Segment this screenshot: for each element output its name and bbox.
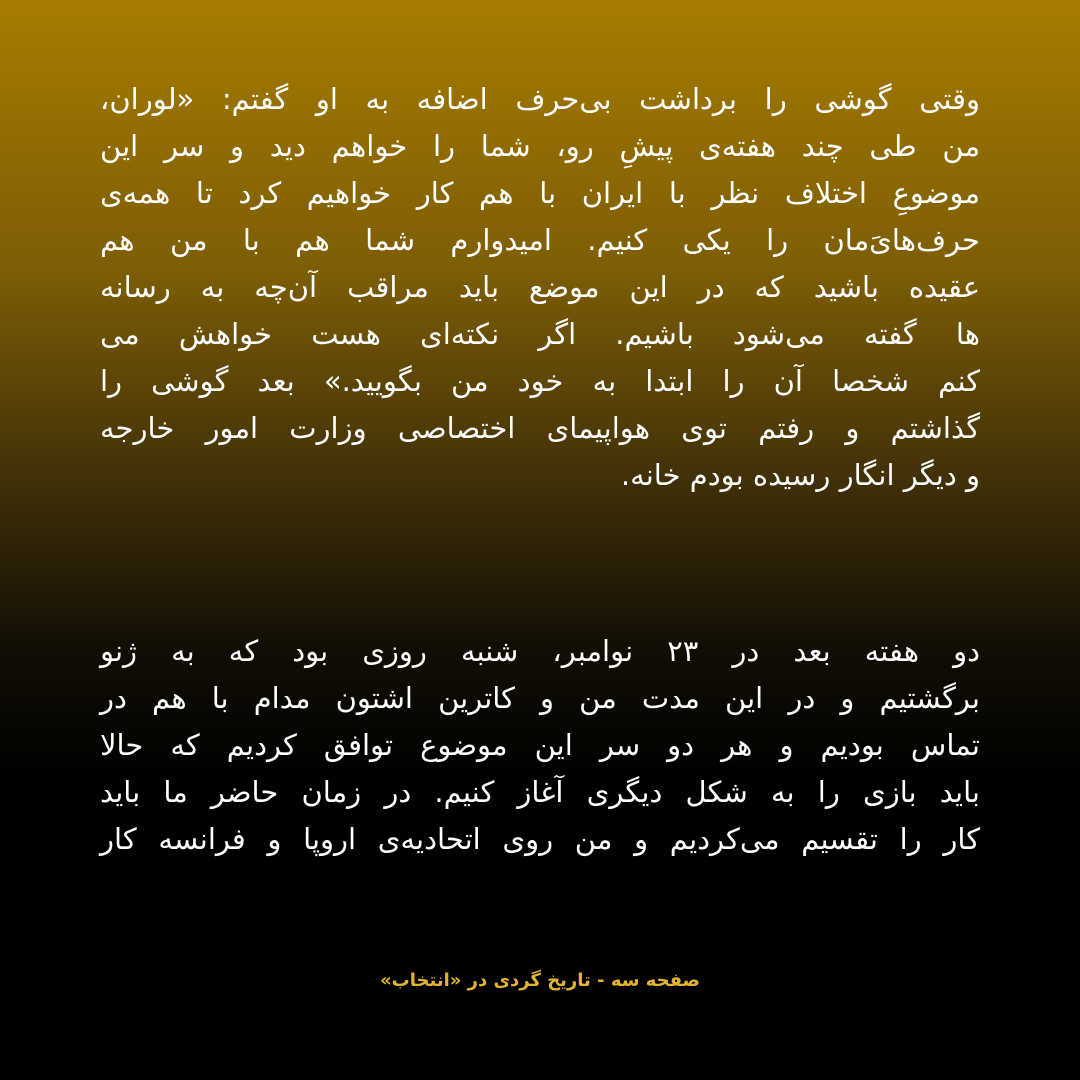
text-line: کار را تقسیم می‌کردیم و من روی اتحادیه‌ی اروپا و فرانسه کار (100, 822, 980, 856)
text-line: دو هفته بعد در ۲۳ نوامبر، شنبه روزی بود که به ژنو (100, 634, 980, 668)
text-line: باید بازی را به شکل دیگری آغاز کنیم. در زمان حاضر ما باید (100, 775, 980, 809)
text-line: من طی چند هفته‌ی پیشِ رو، شما را خواهم دید و سر این (100, 129, 980, 163)
text-line: عقیده باشید که در این موضع باید مراقب آن‌چه به رسانه (100, 270, 980, 304)
text-line: تماس بودیم و هر دو سر این موضوع توافق کردیم که حالا (100, 728, 980, 762)
text-line: وقتی گوشی را برداشت بی‌حرف اضافه به او گفتم: «لوران، (100, 82, 980, 116)
text-line: و دیگر انگار رسیده بودم خانه. (620, 458, 980, 492)
text-line: گذاشتم و رفتم توی هواپیمای اختصاصی وزارت امور خارجه (100, 411, 980, 445)
paragraph-1 (100, 76, 980, 499)
text-line: ها گفته می‌شود باشیم. اگر نکته‌ای هست خواهش می (100, 317, 980, 351)
text-line: حرف‌هایَ‌مان را یکی کنیم. امیدوارم شما هم با من هم (100, 223, 980, 257)
text-line: برگشتیم و در این مدت من و کاترین اشتون مدام با هم در (100, 681, 980, 715)
paragraph-2 (100, 628, 980, 863)
text-line: کنم شخصا آن را ابتدا به خود من بگویید.» بعد گوشی را (100, 364, 980, 398)
page-footer: صفحه سه - تاریخ گردی در «انتخاب» (380, 970, 700, 991)
text-line: موضوعِ اختلاف نظر با ایران با هم کار خواهیم کرد تا همه‌ی (100, 176, 980, 210)
